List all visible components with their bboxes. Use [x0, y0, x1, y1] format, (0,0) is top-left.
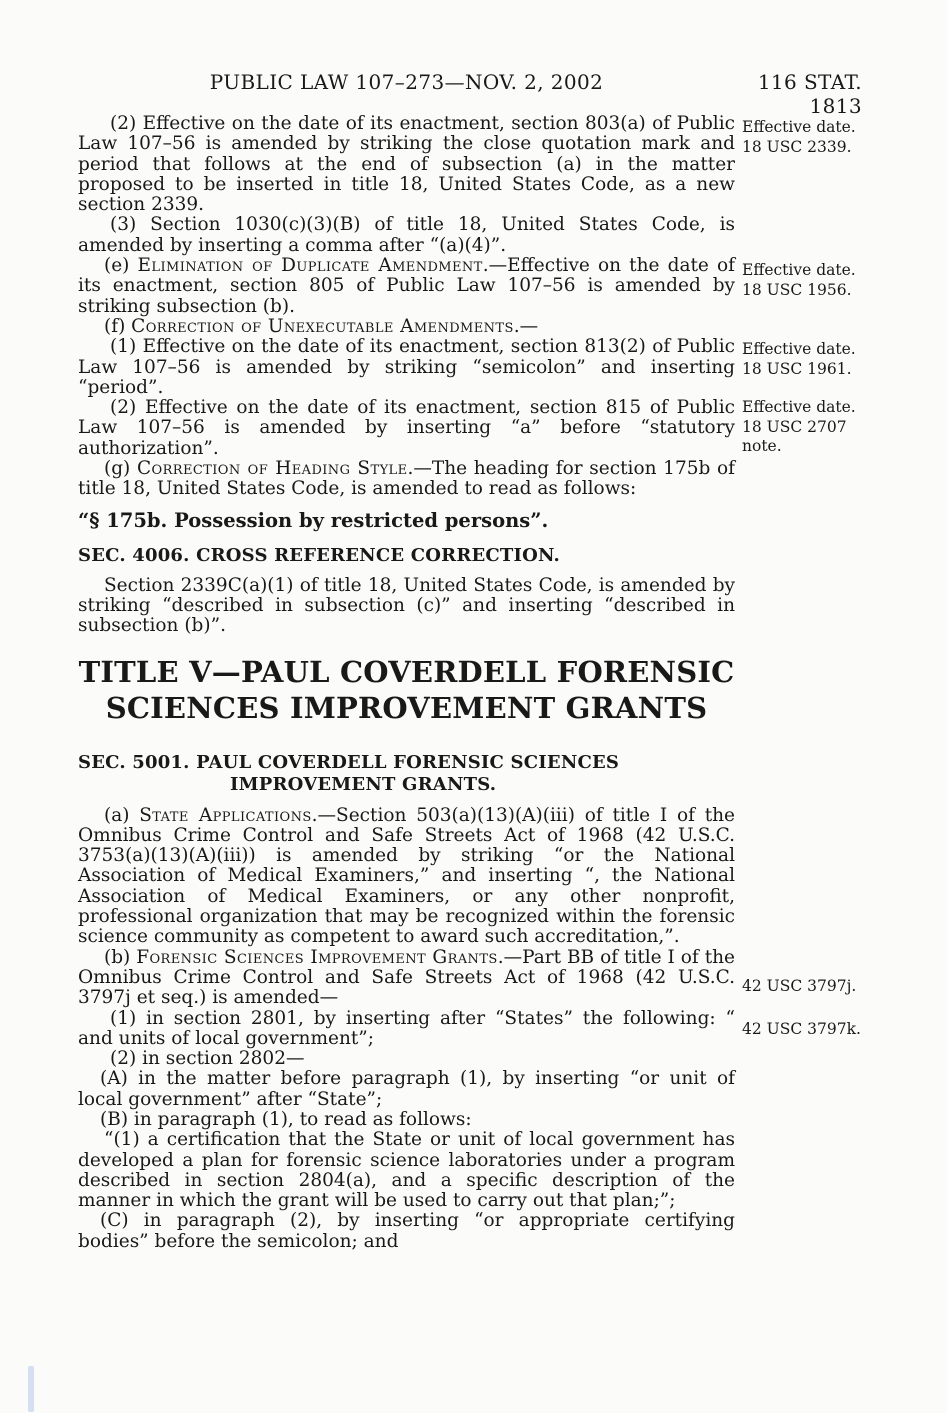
paragraph — [78, 317, 735, 337]
paragraph — [78, 1130, 735, 1211]
paragraph — [78, 337, 735, 398]
text-run: .—Effective on the date of its enactment, section 805 of Public Law 107–56 is amended by striking subsection (b). — [78, 255, 735, 317]
margin-note-line: Effective date. — [742, 340, 856, 358]
text-run: .—The heading for section 175b of title 18, United States Code, is amended to read as follows: — [78, 458, 735, 500]
paragraph — [78, 256, 735, 317]
text-run: (a) — [104, 804, 140, 826]
text-run: (e) — [104, 255, 138, 277]
running-head-law-caption: PUBLIC LAW 107–273—NOV. 2, 2002 — [209, 70, 604, 94]
paragraph — [78, 114, 735, 215]
text-run: (B) in paragraph (1), to read as follows: — [100, 1108, 472, 1130]
title-heading-line: TITLE V—PAUL COVERDELL FORENSIC — [78, 654, 735, 689]
margin-note-line: 42 USC 3797k. — [742, 1020, 861, 1038]
smallcaps-run: Elimination of Duplicate Amendment — [137, 255, 483, 277]
text-run: (1) Effective on the date of its enactment, section 813(2) of Public Law 107–56 is amended by striking “semicolon” and inserting “period”. — [78, 336, 735, 398]
text-run: .—Section 503(a)(13)(A)(iii) of title I of the Omnibus Crime Control and Safe Streets Act of 1968 (42 U.S.C. 3753(a)(13)(A)(iii)) is amended by striking “or the National Association of Medical Examiners,” and inserting “, the National Association of Medical Examiners, or any other nonprofit, professional organization that may be recognized within the forensic science community as competent to award such accreditation,”. — [78, 804, 735, 948]
document-body — [78, 114, 735, 1252]
paragraph — [78, 1009, 735, 1050]
text-run: (2) in section 2802— — [110, 1048, 305, 1070]
title-heading-line: SCIENCES IMPROVEMENT GRANTS — [105, 690, 708, 725]
title-heading — [78, 654, 735, 726]
margin-note-line: note. — [742, 437, 782, 455]
quoted-section-heading: “§ 175b. Possession by restricted persons”. — [78, 508, 549, 532]
paragraph — [78, 1110, 735, 1130]
text-run: (f) — [104, 315, 132, 337]
smallcaps-run: State Applications — [139, 804, 312, 826]
paragraph — [78, 948, 735, 1009]
text-run: (2) Effective on the date of its enactment, section 803(a) of Public Law 107–56 is amended by striking the close quotation mark and period that follows at the end of subsection (a) in the matter proposed to be inserted in title 18, United States Code, as a new section 2339. — [78, 113, 735, 216]
text-run: (b) — [104, 946, 137, 968]
section-heading: SEC. 5001. PAUL COVERDELL FORENSIC SCIENCES IMPROVEMENT GRANTS. — [78, 751, 620, 795]
text-run: Section 2339C(a)(1) of title 18, United States Code, is amended by striking “described in subsection (c)” and inserting “described in subsection (b)”. — [78, 574, 735, 637]
margin-note-line: 18 USC 1956. — [742, 280, 852, 299]
paragraph — [78, 215, 735, 256]
margin-note — [742, 340, 902, 379]
section-heading: SEC. 4006. CROSS REFERENCE CORRECTION. — [78, 544, 560, 566]
text-run: .—Part BB of title I of the Omnibus Crime Control and Safe Streets Act of 1968 (42 U.S.C. 3797j et seq.) is amended— — [78, 946, 735, 1009]
text-run: (g) — [104, 458, 137, 480]
smallcaps-run: Correction of Heading Style — [136, 458, 408, 480]
text-run: (C) in paragraph (2), by inserting “or appropriate certifying bodies” before the semicolon; and — [78, 1210, 735, 1252]
text-run: (3) Section 1030(c)(3)(B) of title 18, United States Code, is amended by inserting a comma after “(a)(4)”. — [78, 214, 735, 256]
margin-note-line: Effective date. — [742, 261, 856, 279]
paragraph — [78, 806, 735, 948]
text-run: “(1) a certification that the State or unit of local government has developed a plan for forensic science laboratories under a program described in section 2804(a), and a specific description of the manner in which the grant will be used to carry out that plan;”; — [78, 1129, 735, 1212]
paragraph — [78, 1069, 735, 1110]
margin-note — [742, 398, 902, 457]
paragraph — [78, 1211, 735, 1252]
paragraph — [78, 459, 735, 500]
smallcaps-run: Forensic Sciences Improvement Grants — [136, 946, 498, 968]
margin-note-line: 18 USC 1961. — [742, 359, 852, 378]
text-run: .— — [513, 315, 539, 337]
scan-artifact-mark — [28, 1366, 34, 1412]
margin-note — [742, 977, 902, 997]
smallcaps-run: Correction of Unexecutable Amendments — [131, 315, 514, 337]
margin-note — [742, 261, 902, 300]
margin-note-line: 18 USC 2339. — [742, 137, 852, 156]
text-run: (1) in section 2801, by inserting after “States” the following: “ and units of local government”; — [78, 1007, 735, 1049]
margin-note-line: Effective date. — [742, 118, 856, 136]
paragraph — [78, 1049, 735, 1069]
page-header — [78, 70, 862, 118]
margin-note — [742, 118, 902, 157]
running-head-stat-page: 116 STAT. 1813 — [757, 70, 862, 118]
margin-note-line: Effective date. — [742, 398, 856, 416]
margin-note-line: 18 USC 2707 — [742, 417, 847, 436]
paragraph — [78, 398, 735, 459]
margin-note-line: 42 USC 3797j. — [742, 977, 857, 995]
text-run: (A) in the matter before paragraph (1), by inserting “or unit of local government” after “State”; — [78, 1068, 735, 1110]
text-run: (2) Effective on the date of its enactment, section 815 of Public Law 107–56 is amended by inserting “a” before “statutory authorization”. — [78, 397, 735, 459]
paragraph — [78, 576, 735, 637]
margin-note — [742, 1020, 902, 1040]
